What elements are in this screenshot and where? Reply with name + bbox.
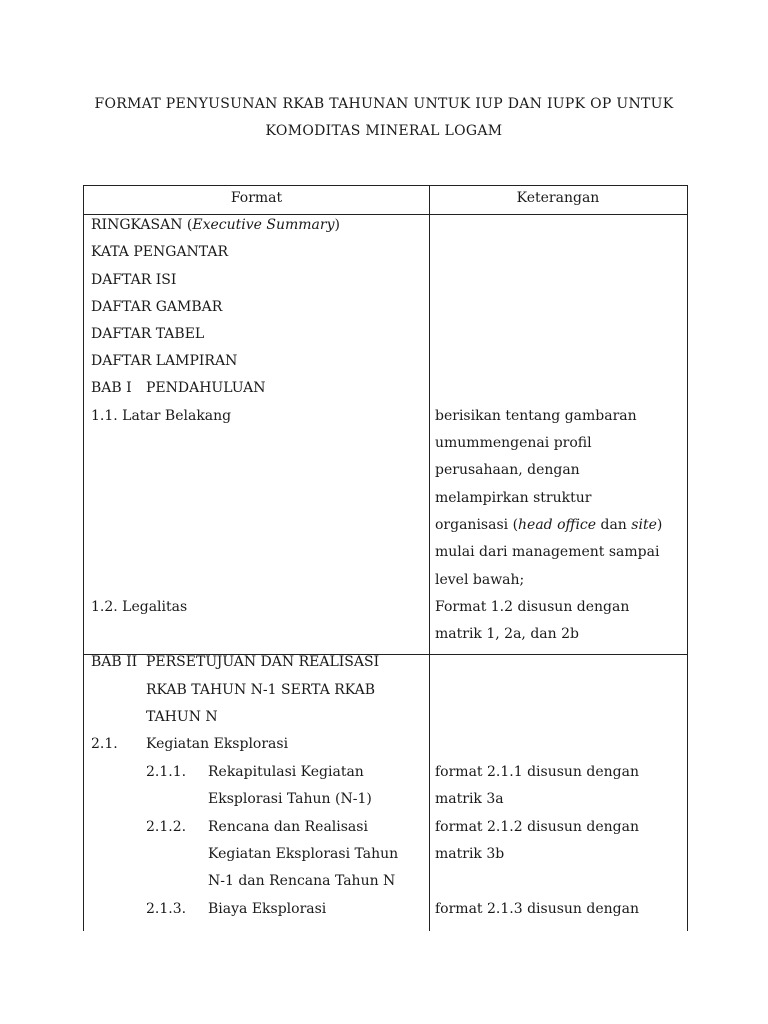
section-1-2-label: 1.2. Legalitas [91, 599, 188, 615]
section-2-1-2-note-line: format 2.1.2 disusun dengan [435, 819, 639, 835]
section-1-1-note-line: mulai dari management sampai [435, 544, 660, 560]
section-2-1-2-number: 2.1.2. [146, 819, 187, 835]
bab-2-title-line: PERSETUJUAN DAN REALISASI [146, 654, 380, 670]
section-1-2-note-line: Format 1.2 disusun dengan [435, 599, 630, 615]
section-2-1-label: Kegiatan Eksplorasi [146, 736, 289, 752]
document-title-line-2: KOMODITAS MINERAL LOGAM [265, 123, 503, 139]
header-keterangan: Keterangan [516, 190, 600, 206]
section-1-1-label: 1.1. Latar Belakang [91, 408, 232, 424]
section-2-1-3-label-line: Biaya Eksplorasi [208, 901, 327, 917]
section-2-1-2-note-line: matrik 3b [435, 846, 505, 862]
format-table [83, 185, 688, 931]
section-2-1-2-label-line: Kegiatan Eksplorasi Tahun [208, 846, 399, 862]
header-format: Format [230, 190, 283, 206]
front-item-daftar-gambar: DAFTAR GAMBAR [91, 299, 223, 315]
section-2-1-1-note-line: matrik 3a [435, 791, 504, 807]
front-item-kata-pengantar: KATA PENGANTAR [91, 244, 229, 260]
front-item-daftar-isi: DAFTAR ISI [91, 272, 177, 288]
bab-2-title-line: TAHUN N [146, 709, 218, 725]
section-2-1-number: 2.1. [91, 736, 118, 752]
section-1-1-note-line: level bawah; [435, 572, 525, 588]
column-divider [429, 186, 430, 931]
bab-1-number: BAB I [91, 380, 132, 396]
section-1-1-note-line: berisikan tentang gambaran [435, 408, 637, 424]
section-2-1-1-label-line: Eksplorasi Tahun (N-1) [208, 791, 372, 807]
front-item-daftar-lampiran: DAFTAR LAMPIRAN [91, 353, 238, 369]
summary-item: RINGKASAN (Executive Summary) [91, 217, 340, 233]
section-2-1-3-note-line: format 2.1.3 disusun dengan [435, 901, 639, 917]
section-2-1-1-number: 2.1.1. [146, 764, 187, 780]
section-1-1-note-line: organisasi (head office dan site) [435, 517, 663, 533]
section-1-1-note-line: umummengenai profil [435, 435, 592, 451]
section-2-1-2-label-line: Rencana dan Realisasi [208, 819, 368, 835]
front-item-daftar-tabel: DAFTAR TABEL [91, 326, 205, 342]
section-1-1-note-line: perusahaan, dengan [435, 462, 580, 478]
section-2-1-1-note-line: format 2.1.1 disusun dengan [435, 764, 639, 780]
bab-1-title: PENDAHULUAN [146, 380, 266, 396]
bab-2-title-line: RKAB TAHUN N-1 SERTA RKAB [146, 682, 376, 698]
section-2-1-1-label-line: Rekapitulasi Kegiatan [208, 764, 364, 780]
bab-2-number: BAB II [91, 654, 138, 670]
document-title-line-1: FORMAT PENYUSUNAN RKAB TAHUNAN UNTUK IUP DAN IUPK OP UNTUK [94, 96, 674, 112]
section-1-1-note-line: melampirkan struktur [435, 490, 592, 506]
section-2-1-3-number: 2.1.3. [146, 901, 187, 917]
section-1-2-note-line: matrik 1, 2a, dan 2b [435, 626, 579, 642]
section-2-1-2-label-line: N-1 dan Rencana Tahun N [208, 873, 396, 889]
